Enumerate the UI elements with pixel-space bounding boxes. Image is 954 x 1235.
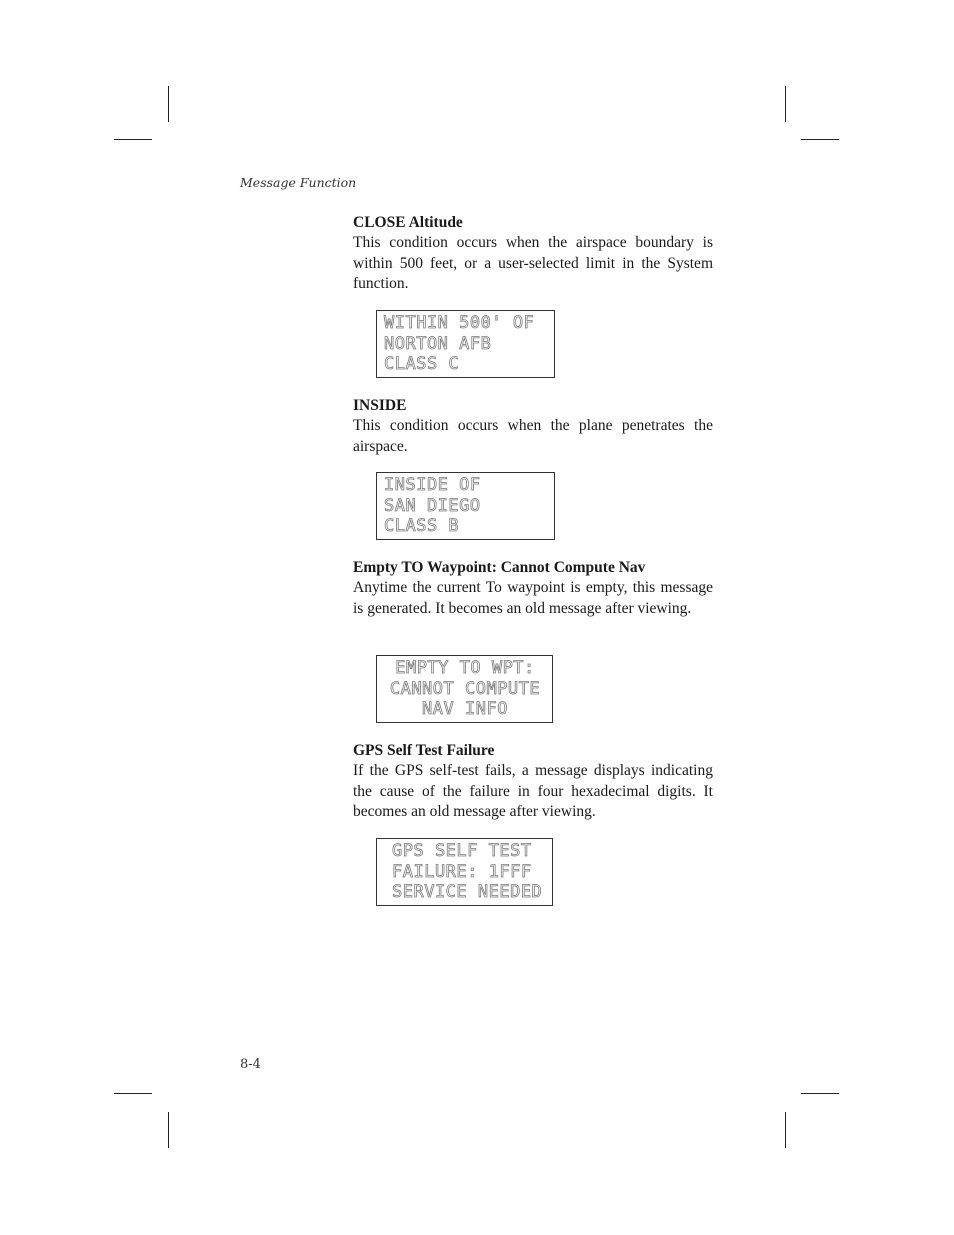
lcd-line: WITHIN 500' OF	[384, 313, 535, 333]
crop-mark-top-right-vertical	[785, 86, 786, 122]
crop-mark-top-right-horizontal	[801, 139, 839, 140]
lcd-line: CANNOT COMPUTE	[389, 678, 541, 699]
crop-mark-bottom-left-horizontal	[114, 1093, 152, 1094]
lcd-line: GPS SELF TEST	[392, 841, 532, 861]
lcd-line: SAN DIEGO	[384, 495, 481, 516]
section-body: This condition occurs when the plane penetrates the airspace.	[353, 417, 713, 455]
section-heading: CLOSE Altitude	[353, 214, 463, 231]
lcd-display-gps-self-test	[376, 838, 553, 906]
lcd-line: EMPTY TO WPT:	[395, 658, 535, 678]
crop-mark-top-left-vertical	[168, 86, 169, 122]
lcd-line: FAILURE: 1FFF	[392, 861, 532, 882]
section-body: This condition occurs when the airspace boundary is within 500 feet, or a user-selected limit in the System function.	[353, 234, 713, 292]
lcd-line: CLASS C	[384, 354, 460, 374]
section-heading: Empty TO Waypoint: Cannot Compute Nav	[353, 559, 646, 576]
lcd-line: NORTON AFB	[384, 333, 492, 354]
crop-mark-bottom-left-vertical	[168, 1112, 169, 1148]
section-heading: GPS Self Test Failure	[353, 742, 495, 759]
lcd-line: NAV INFO	[422, 699, 508, 719]
crop-mark-top-left-horizontal	[114, 139, 152, 140]
section-heading: INSIDE	[353, 397, 407, 414]
section-inside	[353, 396, 713, 457]
crop-mark-bottom-right-vertical	[785, 1112, 786, 1148]
lcd-line: SERVICE NEEDED	[392, 882, 543, 902]
page-number: 8-4	[240, 1057, 261, 1072]
lcd-display-close-altitude	[376, 310, 555, 378]
lcd-display-empty-to-waypoint	[376, 655, 553, 723]
section-close-altitude	[353, 213, 713, 295]
section-empty-to-waypoint	[353, 558, 713, 619]
section-gps-self-test-failure	[353, 741, 713, 823]
lcd-line: INSIDE OF	[384, 475, 481, 495]
section-body: Anytime the current To waypoint is empty, this message is generated. It becomes an old message after viewing.	[353, 579, 713, 617]
lcd-display-inside	[376, 472, 555, 540]
lcd-line: CLASS B	[384, 516, 460, 536]
running-head: Message Function	[240, 175, 357, 190]
section-body: If the GPS self-test fails, a message displays indicating the cause of the failure in four hexadecimal digits. It becomes an old message after viewing.	[353, 762, 713, 820]
crop-mark-bottom-right-horizontal	[801, 1093, 839, 1094]
